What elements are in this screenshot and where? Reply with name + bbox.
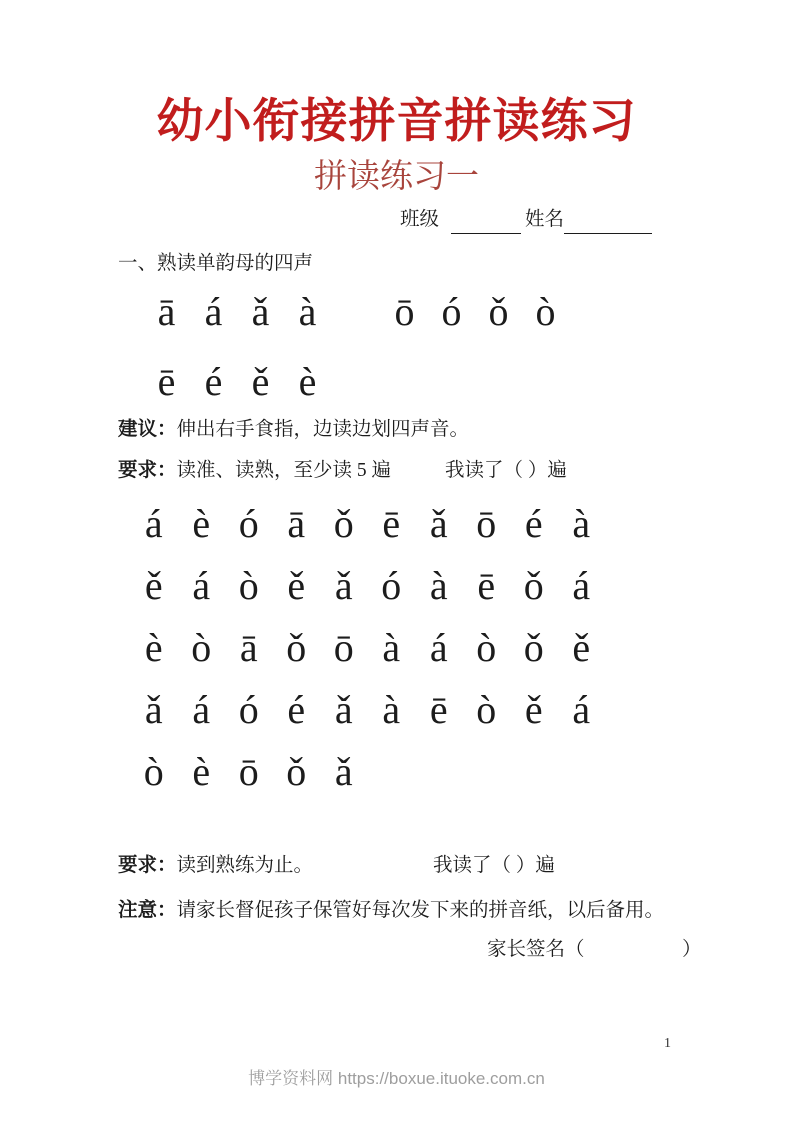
pinyin-letter: á — [192, 563, 211, 608]
pinyin-letter: ō — [333, 625, 354, 670]
name-label: 姓名 — [525, 209, 565, 230]
practice-grid — [130, 493, 605, 803]
practice-grid-row — [130, 555, 605, 617]
notice-label: 注意： — [118, 900, 177, 921]
pinyin-letter: ě — [144, 563, 163, 608]
pinyin-letter: ě — [287, 563, 306, 608]
suggestion-line — [118, 416, 469, 443]
pinyin-letter: á — [204, 289, 223, 334]
pinyin-letter: ǎ — [251, 289, 270, 334]
class-name-line — [400, 205, 652, 234]
pinyin-letter: è — [144, 625, 163, 670]
pinyin-letter: ā — [239, 625, 258, 670]
pinyin-letter: à — [429, 563, 448, 608]
vowel-group — [143, 286, 331, 338]
practice-grid-row — [130, 493, 605, 555]
pinyin-letter: ō — [238, 749, 259, 794]
pinyin-letter: à — [298, 289, 317, 334]
class-blank-line — [451, 214, 521, 234]
pinyin-letter: ě — [251, 359, 270, 404]
pinyin-letter: ǎ — [334, 749, 353, 794]
notice-line — [118, 897, 664, 924]
suggestion-text: 伸出右手食指，边读边划四声音。 — [176, 419, 470, 440]
suggestion-label: 建议： — [118, 419, 177, 440]
pinyin-letter: ó — [381, 563, 402, 608]
pinyin-letter: ē — [157, 359, 176, 404]
pinyin-letter: ě — [524, 687, 543, 732]
pinyin-letter: ò — [535, 289, 556, 334]
read-count-1: 我读了（ ）遍 — [445, 460, 567, 481]
pinyin-letter: ō — [394, 289, 415, 334]
pinyin-letter: ǒ — [523, 625, 544, 670]
pinyin-letter: ǎ — [144, 687, 163, 732]
practice-grid-row — [130, 741, 605, 803]
vowel-group — [381, 286, 569, 338]
pinyin-letter: á — [572, 563, 591, 608]
pinyin-letter: ǒ — [488, 289, 509, 334]
pinyin-letter: ò — [191, 625, 212, 670]
footer-watermark: 博学资料网 https://boxue.ituoke.com.cn — [248, 1069, 545, 1088]
vowel-row-e — [143, 356, 381, 408]
pinyin-letter: ě — [572, 625, 591, 670]
pinyin-letter: ò — [238, 563, 259, 608]
pinyin-letter: ǒ — [286, 749, 307, 794]
pinyin-letter: á — [192, 687, 211, 732]
requirement-text-1: 读准、读熟，至少读 5 遍 — [176, 460, 392, 481]
notice-text: 请家长督促孩子保管好每次发下来的拼音纸，以后备用。 — [176, 900, 665, 921]
pinyin-letter: ò — [476, 625, 497, 670]
pinyin-letter: á — [144, 501, 163, 546]
pinyin-letter: ō — [476, 501, 497, 546]
practice-grid-row — [130, 617, 605, 679]
vowel-row-a-o — [143, 286, 619, 338]
pinyin-letter: ē — [429, 687, 448, 732]
pinyin-letter: ó — [238, 501, 259, 546]
pinyin-letter: ó — [238, 687, 259, 732]
section1-heading: 一、熟读单韵母的四声 — [118, 253, 314, 274]
pinyin-letter: à — [572, 501, 591, 546]
requirement-label-1: 要求： — [118, 460, 177, 481]
pinyin-letter: ǒ — [333, 501, 354, 546]
pinyin-letter: é — [524, 501, 543, 546]
requirement-text-2: 读到熟练为止。 — [176, 855, 314, 876]
pinyin-letter: é — [287, 687, 306, 732]
pinyin-letter: ā — [287, 501, 306, 546]
requirement-label-2: 要求： — [118, 855, 177, 876]
pinyin-letter: ò — [476, 687, 497, 732]
pinyin-letter: à — [382, 625, 401, 670]
pinyin-letter: ā — [157, 289, 176, 334]
pinyin-letter: ó — [441, 289, 462, 334]
vowel-group — [143, 356, 331, 408]
page-subtitle: 拼读练习一 — [314, 159, 479, 195]
name-blank-line — [564, 214, 652, 234]
page-title: 幼小衔接拼音拼读练习 — [156, 96, 637, 148]
pinyin-letter: ǎ — [334, 687, 353, 732]
page-number: 1 — [664, 1036, 671, 1051]
pinyin-letter: è — [192, 749, 211, 794]
pinyin-letter: é — [204, 359, 223, 404]
requirement-line-1 — [118, 457, 391, 484]
pinyin-letter: ē — [477, 563, 496, 608]
read-count-2: 我读了（ ）遍 — [433, 855, 555, 876]
pinyin-letter: ǎ — [334, 563, 353, 608]
requirement-line-2 — [118, 852, 313, 879]
pinyin-letter: à — [382, 687, 401, 732]
pinyin-letter: ǒ — [286, 625, 307, 670]
pinyin-letter: á — [429, 625, 448, 670]
pinyin-letter: è — [192, 501, 211, 546]
pinyin-letter: ǎ — [429, 501, 448, 546]
pinyin-letter: ǒ — [523, 563, 544, 608]
parent-signature-line: 家长签名（ ） — [487, 939, 702, 960]
pinyin-letter: ò — [143, 749, 164, 794]
pinyin-letter: ē — [382, 501, 401, 546]
practice-grid-row — [130, 679, 605, 741]
class-label: 班级 — [400, 209, 440, 230]
pinyin-letter: á — [572, 687, 591, 732]
pinyin-letter: è — [298, 359, 317, 404]
